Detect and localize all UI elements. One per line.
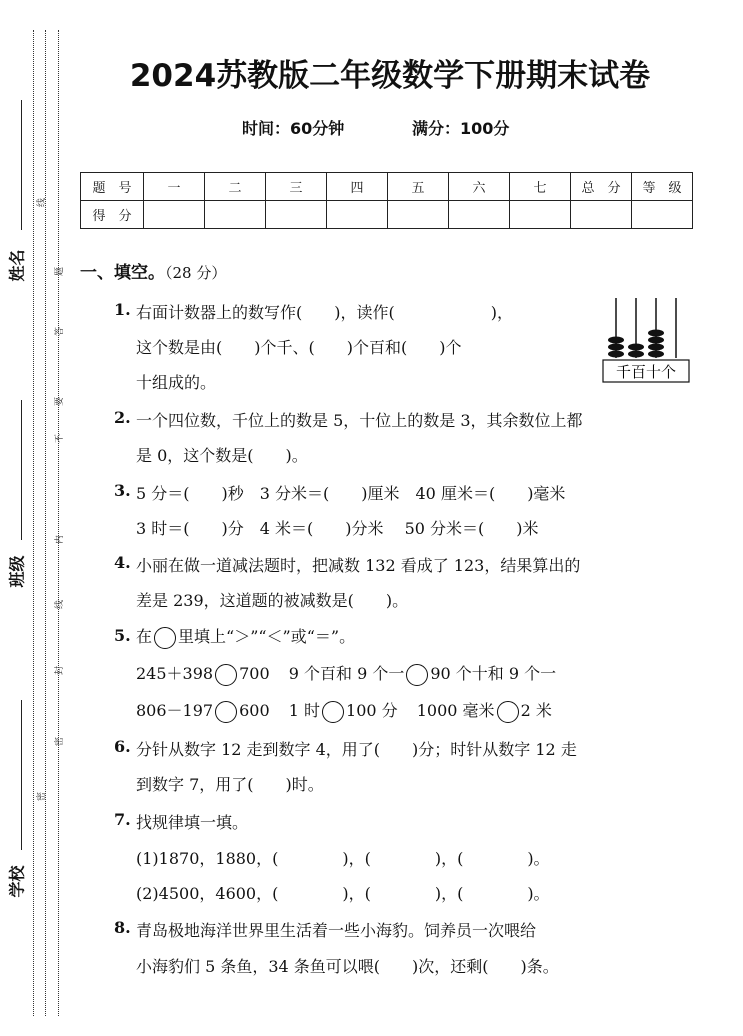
cut-line-1 — [33, 30, 34, 1016]
q5-text-a: 在 — [136, 627, 153, 646]
cut-line-2 — [45, 30, 46, 1016]
score-input-cell[interactable] — [571, 201, 632, 229]
score-cell: 总 分 — [571, 173, 632, 201]
question-number: 3. — [114, 481, 131, 500]
seal-char: 题 — [55, 266, 66, 277]
q5-expr: 2 米 — [520, 701, 552, 720]
score-input-cell[interactable] — [266, 201, 327, 229]
abacus-bead — [628, 344, 644, 351]
abacus-bead — [608, 351, 624, 358]
seal-char: 线 — [37, 197, 48, 208]
seal-char: 要 — [55, 396, 66, 407]
seal-char: 密 — [37, 791, 48, 802]
seal-char: 线 — [55, 599, 66, 610]
abacus-bead — [628, 351, 644, 358]
score-input-cell[interactable] — [510, 201, 571, 229]
q5-row-2 — [136, 698, 552, 723]
answer-circle[interactable] — [497, 701, 519, 723]
q5-expr: 245＋398 — [136, 664, 214, 683]
class-label: 班级 — [7, 555, 27, 588]
q5-expr: 600 — [239, 701, 270, 720]
name-label: 姓名 — [7, 249, 27, 282]
score-cell: 七 — [510, 173, 571, 201]
abacus-bead — [608, 337, 624, 344]
q1-line-1: 右面计数器上的数写作( )，读作( )， — [136, 303, 513, 322]
class-underline — [21, 400, 22, 540]
question-number: 2. — [114, 408, 131, 427]
q3-line-2: 3 时＝( )分 4 米＝( )分米 50 分米＝( )米 — [136, 519, 539, 538]
score-input-cell[interactable] — [388, 201, 449, 229]
binding-margin — [0, 0, 70, 1036]
score-table-header-row — [81, 173, 693, 201]
q6-line-2: 到数字 7，用了( )时。 — [136, 775, 324, 794]
answer-circle[interactable] — [406, 664, 428, 686]
abacus-bead — [648, 344, 664, 351]
q5-expr: 90 个十和 9 个一 — [430, 664, 557, 683]
score-input-cell[interactable] — [144, 201, 205, 229]
score-table — [80, 172, 693, 229]
abacus-labels: 千百十个 — [615, 363, 677, 381]
answer-circle[interactable] — [215, 664, 237, 686]
q5-text-b: 里填上“＞”“＜”或“＝”。 — [178, 627, 356, 646]
cut-line-3 — [58, 30, 59, 1016]
q4-line-1: 小丽在做一道减法题时，把减数 132 看成了 123，结果算出的 — [136, 556, 581, 575]
score-cell: 四 — [327, 173, 388, 201]
abacus-bead — [648, 330, 664, 337]
seal-char: 内 — [55, 534, 66, 545]
q5-expr: 1 时 — [288, 701, 321, 720]
question-number: 7. — [114, 810, 131, 829]
q5-expr: 100 分 — [346, 701, 398, 720]
section-1-title: 一、填空。 — [80, 263, 165, 283]
q6-line-1: 分针从数字 12 走到数字 4，用了( )分；时针从数字 12 走 — [136, 740, 577, 759]
score-cell: 得 分 — [81, 201, 144, 229]
q1-line-2: 这个数是由( )个千、( )个百和( )个 — [136, 338, 462, 357]
q5-expr: 1000 毫米 — [416, 701, 495, 720]
score-input-cell[interactable] — [632, 201, 693, 229]
q2-line-2: 是 0，这个数是( )。 — [136, 446, 308, 465]
answer-circle[interactable] — [215, 701, 237, 723]
score-input-cell[interactable] — [205, 201, 266, 229]
score-table-score-row — [81, 201, 693, 229]
name-underline — [21, 100, 22, 230]
abacus-bead — [608, 344, 624, 351]
seal-char: 封 — [55, 665, 66, 676]
score-cell: 题 号 — [81, 173, 144, 201]
section-1-heading — [80, 258, 226, 283]
compare-circle-icon — [154, 627, 176, 649]
score-cell: 五 — [388, 173, 449, 201]
abacus-bead — [648, 337, 664, 344]
exam-full-score: 满分：100分 — [412, 119, 510, 138]
abacus-bead — [648, 351, 664, 358]
seal-char: 密 — [55, 736, 66, 747]
q2-line-1: 一个四位数，千位上的数是 5，十位上的数是 3，其余数位上都 — [136, 411, 583, 430]
seal-char: 答 — [55, 326, 66, 337]
q5-expr: 700 — [239, 664, 270, 683]
school-underline — [21, 700, 22, 850]
score-input-cell[interactable] — [449, 201, 510, 229]
exam-time: 时间：60分钟 — [242, 119, 345, 138]
q8-line-1: 青岛极地海洋世界里生活着一些小海豹。饲养员一次喂给 — [136, 921, 537, 940]
score-cell: 六 — [449, 173, 510, 201]
score-cell: 等 级 — [632, 173, 693, 201]
abacus-figure — [600, 296, 692, 386]
school-label: 学校 — [7, 865, 27, 898]
score-cell: 一 — [144, 173, 205, 201]
section-1-points: （28 分） — [165, 264, 227, 282]
q8-line-2: 小海豹们 5 条鱼，34 条鱼可以喂( )次，还剩( )条。 — [136, 957, 559, 976]
score-cell: 二 — [205, 173, 266, 201]
question-number: 6. — [114, 737, 131, 756]
q5-expr: 9 个百和 9 个一 — [288, 664, 405, 683]
q5-row-1 — [136, 661, 556, 686]
q3-line-1: 5 分＝( )秒 3 分米＝( )厘米 40 厘米＝( )毫米 — [136, 484, 566, 503]
q4-line-2: 差是 239，这道题的被减数是( )。 — [136, 591, 409, 610]
page-title: 2024苏教版二年级数学下册期末试卷 — [129, 58, 651, 94]
q7-line-3: (2)4500，4600，( )，( )，( )。 — [136, 884, 550, 903]
answer-circle[interactable] — [322, 701, 344, 723]
seal-char: 不 — [55, 433, 66, 444]
question-number: 5. — [114, 626, 131, 645]
question-number: 4. — [114, 553, 131, 572]
q5-expr: 806－197 — [136, 701, 214, 720]
question-number: 8. — [114, 918, 131, 937]
q7-line-2: (1)1870，1880，( )，( )，( )。 — [136, 849, 550, 868]
q7-line-1: 找规律填一填。 — [136, 813, 249, 832]
question-number: 1. — [114, 300, 131, 319]
score-cell: 三 — [266, 173, 327, 201]
q5-instruction — [136, 624, 355, 649]
q1-line-3: 十组成的。 — [136, 373, 217, 392]
score-input-cell[interactable] — [327, 201, 388, 229]
